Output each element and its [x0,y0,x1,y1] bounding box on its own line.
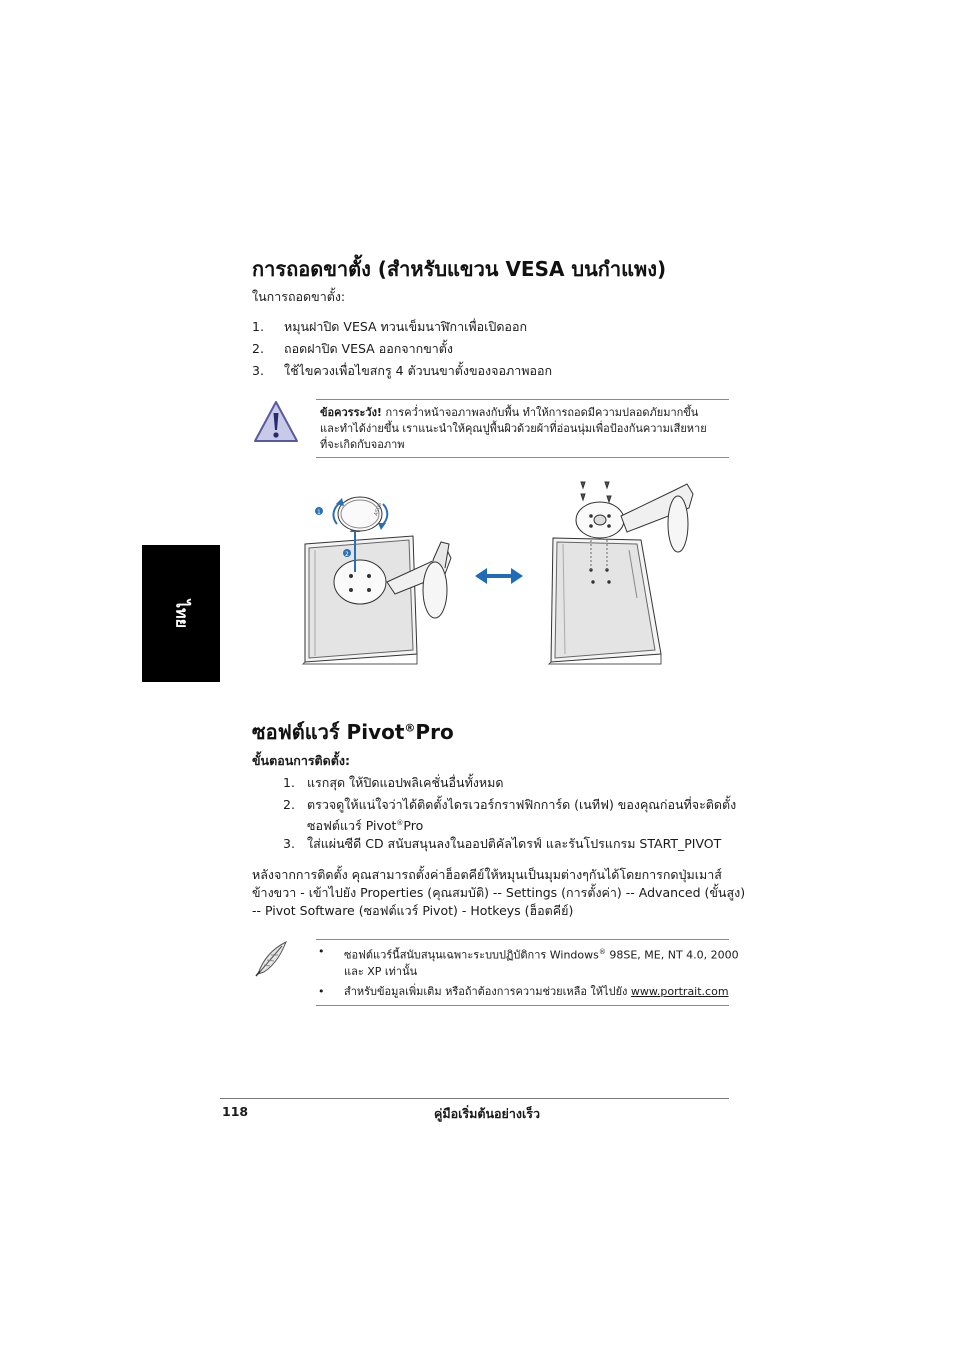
vesa-cover-illustration [333,497,387,531]
note-item-2: • สำหรับข้อมูลเพิ่มเติม หรือถ้าต้องการความช่วยเหลือ ให้ไปยัง www.portrait.com [318,985,729,998]
language-tab [142,545,220,682]
paragraph-line-1: หลังจากการติดตั้ง คุณสามารถตั้งค่าฮ็อตคีย์ให้หมุนเป็นมุมต่างๆกันได้โดยการกดปุ่มเมาส์ [252,867,722,882]
bullet-dot: • [318,985,325,998]
monitor-right-illustration [549,482,693,664]
caution-line-1: การคว่ำหน้าจอภาพลงกับพื้น ทำให้การถอดมีความปลอดภัยมากขึ้น [381,406,699,419]
caution-line-2: และทำได้ง่ายขึ้น เราแนะนำให้คุณปูพื้นผิวด้วยผ้าที่อ่อนนุ่มเพื่อป้องกันความเสียหาย [320,422,707,435]
step-text: ใช้ไขควงเพื่อไขสกรู 4 ตัวบนขาตั้งของจอภาพออก [284,363,553,378]
step-number: 2. [283,797,295,812]
step-number: 3. [252,363,264,378]
section-title-stand-removal: การถอดขาตั้ง (สำหรับแขวน VESA บนกำแพง) [252,257,667,281]
install-step-1 [283,774,733,792]
step-text: หมุนฝาปิด VESA ทวนเข็มนาฬิกาเพื่อเปิดออก [284,319,528,334]
step-text-line-2: ซอฟต์แวร์ Pivot®Pro [307,818,424,834]
step-text: ถอดฝาปิด VESA ออกจากขาตั้ง [284,341,453,356]
note-rule-top [316,939,729,940]
step-number: 2. [252,341,264,356]
caution-text [320,405,730,453]
hotkey-paragraph [252,866,745,920]
step-3 [252,362,732,380]
bullet-dot: • [318,945,325,958]
title-main: ซอฟต์แวร์ Pivot [252,720,405,744]
step-text: ตรวจดูให้แน่ใจว่าได้ติดตั้งไดรเวอร์กราฟฟิกการ์ด (เนทีฟ) ของคุณก่อนที่จะติดตั้ง [307,797,737,812]
note-item-1: • ซอฟต์แวร์นี้สนับสนุนเฉพาะระบบปฏิบัติการ Windows® 98SE, ME, NT 4.0, 2000 และ XP เท่านั้น [318,945,739,978]
install-step-2 [283,796,737,834]
install-step-3 [283,835,733,853]
step-1 [252,318,732,336]
step-text: แรกสุด ให้ปิดแอปพลิเคชั่นอื่นทั้งหมด [307,775,504,790]
page-number: 118 [222,1104,249,1119]
stand-removal-illustration [295,478,715,668]
intro-text: ในการถอดขาตั้ง: [252,289,346,304]
portrait-link[interactable]: www.portrait.com [630,985,729,998]
pen-note-icon [252,938,292,978]
footer-title: คู่มือเริ่มต้นอย่างเร็ว [434,1106,540,1121]
step-number: 1. [283,775,295,790]
paragraph-line-2: ข้างขวา - เข้าไปยัง Properties (คุณสมบัติ) -- Settings (การตั้งค่า) -- Advanced (ขั้นสูง) [252,885,746,900]
registered-mark: ® [404,721,416,735]
monitor-left-illustration [303,522,451,664]
callout-2: 2 [345,551,349,558]
language-tab-label: ไทย [172,599,192,628]
caution-line-3: ที่จะเกิดกับจอภาพ [320,438,405,451]
step-number: 1. [252,319,264,334]
section-title-pivot-software [252,716,454,748]
callout-1: 1 [317,509,321,516]
double-arrow-icon [475,568,523,584]
paragraph-line-3: -- Pivot Software (ซอฟต์แวร์ Pivot) - Hotkeys (ฮ็อตคีย์) [252,903,574,918]
step-number: 3. [283,836,295,851]
step-text: ใส่แผ่นซีดี CD สนับสนุนลงในออปติคัลไดรฟ์ และรันโปรแกรม START_PIVOT [307,836,722,851]
caution-rule-top [316,399,729,400]
caution-rule-bottom [316,457,729,458]
install-subhead: ขั้นตอนการติดตั้ง: [252,753,351,768]
note-rule-bottom [316,1005,729,1006]
warning-icon [252,399,300,445]
caution-label: ข้อควรระวัง! [320,406,382,419]
step-2 [252,340,732,358]
title-end: Pro [415,720,454,744]
asus-logo: ASUS [373,502,384,517]
footer-rule [220,1098,729,1099]
